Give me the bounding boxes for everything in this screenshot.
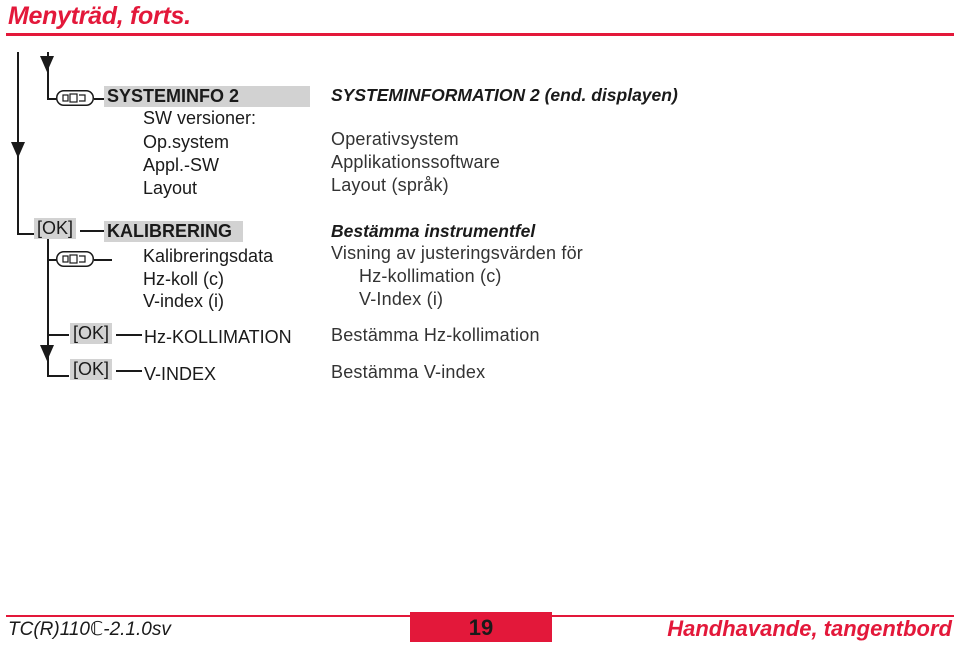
desc-hz: Bestämma Hz-kollimation	[331, 325, 540, 345]
page-title: Menyträd, forts.	[8, 2, 191, 30]
menu-item-sw-versioner: SW versioner:	[143, 108, 257, 128]
menu-item-v-index: V-index (i)	[143, 291, 225, 311]
header-rule	[6, 33, 954, 36]
page-number: 19	[410, 612, 552, 642]
menu-hz-kollimation: Hz-KOLLIMATION	[144, 327, 292, 347]
ok-label: [OK]	[34, 218, 76, 239]
arrow-down-icon	[40, 56, 54, 72]
desc-line: Operativsystem	[331, 129, 459, 149]
arrow-down-icon	[11, 142, 25, 158]
menu-item-kalibreringsdata: Kalibreringsdata	[143, 246, 274, 266]
ok-label: [OK]	[70, 323, 112, 344]
menu-systeminfo-2: SYSTEMINFO 2	[104, 86, 310, 107]
key-icon	[56, 251, 94, 267]
desc-subline: Hz-kollimation (c)	[359, 266, 502, 286]
menu-item-op-system: Op.system	[143, 132, 230, 152]
arrow-down-icon	[40, 345, 54, 361]
desc-subline: V-Index (i)	[359, 289, 444, 309]
menu-v-index: V-INDEX	[144, 364, 217, 384]
menu-item-hz-koll: Hz-koll (c)	[143, 269, 224, 289]
desc-line: Visning av justeringsvärden för	[331, 243, 584, 263]
menu-item-layout: Layout	[143, 178, 198, 198]
desc-line: Layout (språk)	[331, 175, 449, 195]
menu-item-appl-sw: Appl.-SW	[143, 155, 220, 175]
footer-section: Handhavande, tangentbord	[667, 616, 952, 641]
desc-vindex: Bestämma V-index	[331, 362, 486, 382]
key-icon	[56, 90, 94, 106]
footer-doc-id: TC(R)110ℂ-2.1.0sv	[8, 619, 171, 640]
menu-kalibrering: KALIBRERING	[104, 221, 243, 242]
ok-label: [OK]	[70, 359, 112, 380]
desc-kalibrering-heading: Bestämma instrumentfel	[331, 221, 536, 241]
desc-sysinfo-heading: SYSTEMINFORMATION 2 (end. displayen)	[331, 85, 678, 105]
footer-rule-left	[6, 615, 410, 617]
desc-line: Applikationssoftware	[331, 152, 501, 172]
